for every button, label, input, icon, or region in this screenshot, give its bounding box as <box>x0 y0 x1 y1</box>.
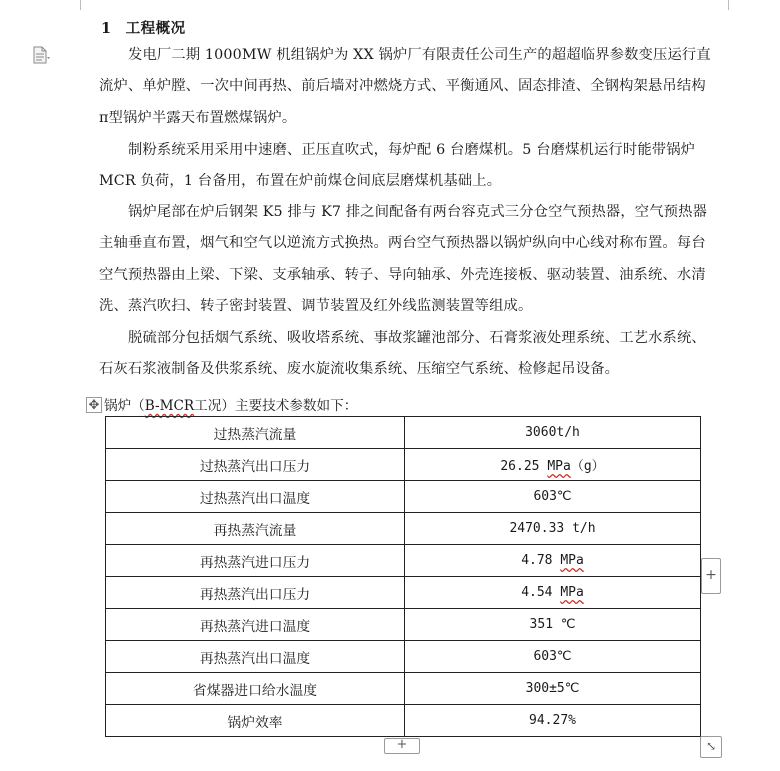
boiler-parameters-table[interactable] <box>105 416 701 737</box>
parameter-value-cell[interactable]: 2470.33 t/h <box>405 513 701 545</box>
heading-title: 工程概况 <box>125 20 186 37</box>
parameter-value-cell[interactable]: 94.27% <box>405 705 701 737</box>
parameter-value-cell[interactable]: 4.78 MPa <box>405 545 701 577</box>
parameter-name-cell[interactable]: 过热蒸汽出口温度 <box>106 481 405 513</box>
parameter-value-cell[interactable]: 4.54 MPa <box>405 577 701 609</box>
unit-spellcheck-mark: MPa <box>560 553 584 568</box>
page-corner-mark-left <box>80 0 81 10</box>
paragraph-text: 脱硫部分包括烟气系统、吸收塔系统、事故浆罐池部分、石膏浆液处理系统、工艺水系统、石灰石浆液制备及供浆系统、废水旋流收集系统、压缩空气系统、检修起吊设备。 <box>99 330 706 378</box>
parameter-name-cell[interactable]: 省煤器进口给水温度 <box>106 673 405 705</box>
table-row <box>106 577 701 609</box>
parameter-value-cell[interactable]: 603℃ <box>405 481 701 513</box>
table-row <box>106 705 701 737</box>
unit-spellcheck-mark: MPa <box>547 459 571 474</box>
move-handle-icon[interactable]: ✥ <box>86 397 102 413</box>
paragraph-desulfurization <box>99 323 711 386</box>
parameter-name-cell[interactable]: 过热蒸汽流量 <box>106 417 405 449</box>
paragraph-text: 锅炉尾部在炉后钢架 K5 排与 K7 排之间配备有两台容克式三分仓空气预热器，空气预热器主轴垂直布置，烟气和空气以逆流方式换热。两台空气预热器以锅炉纵向中心线对称布置。每台空气预热器由上梁、下梁、支承轴承、转子、导向轴承、外壳连接板、驱动装置、油系统、水清洗、蒸汽吹扫、转子密封装置、调节装置及红外线监测装置等组成。 <box>99 204 708 314</box>
table-row <box>106 449 701 481</box>
heading-number: 1 <box>101 20 112 37</box>
table-row <box>106 609 701 641</box>
add-row-icon[interactable]: + <box>384 738 420 754</box>
caption-prefix: 锅炉（ <box>104 398 145 414</box>
parameter-name-cell[interactable]: 再热蒸汽进口温度 <box>106 609 405 641</box>
table-row <box>106 641 701 673</box>
add-column-icon[interactable]: + <box>701 558 721 594</box>
paragraph-air-preheater <box>99 197 711 322</box>
parameter-value-cell[interactable]: 26.25 MPa（g） <box>405 449 701 481</box>
caption-suffix: 工况）主要技术参数如下： <box>194 398 358 414</box>
table-row <box>106 417 701 449</box>
paragraph-text: 制粉系统采用采用中速磨、正压直吹式，每炉配 6 台磨煤机。5 台磨煤机运行时能带锅炉 MCR 负荷，1 台备用，布置在炉前煤仓间底层磨煤机基础上。 <box>99 142 696 190</box>
parameter-name-cell[interactable]: 再热蒸汽进口压力 <box>106 545 405 577</box>
parameter-value-cell[interactable]: 300±5℃ <box>405 673 701 705</box>
parameter-value-cell[interactable]: 603℃ <box>405 641 701 673</box>
table-caption <box>104 394 357 414</box>
parameter-name-cell[interactable]: 再热蒸汽出口温度 <box>106 641 405 673</box>
unit-spellcheck-mark: MPa <box>560 585 584 600</box>
parameter-value-cell[interactable]: 3060t/h <box>405 417 701 449</box>
caption-term: B-MCR <box>144 398 195 414</box>
resize-handle-icon[interactable]: ⤡ <box>700 736 722 758</box>
page-corner-mark-right <box>728 0 729 10</box>
section-heading <box>101 17 186 38</box>
paragraph-boiler-overview <box>99 40 711 134</box>
parameter-name-cell[interactable]: 再热蒸汽出口压力 <box>106 577 405 609</box>
table-row <box>106 673 701 705</box>
document-icon[interactable] <box>32 46 50 66</box>
parameter-value-cell[interactable]: 351 ℃ <box>405 609 701 641</box>
table-row <box>106 513 701 545</box>
parameter-name-cell[interactable]: 锅炉效率 <box>106 705 405 737</box>
parameter-name-cell[interactable]: 再热蒸汽流量 <box>106 513 405 545</box>
table-row <box>106 481 701 513</box>
paragraph-text: 发电厂二期 1000MW 机组锅炉为 XX 锅炉厂有限责任公司生产的超超临界参数变压运行直流炉、单炉膛、一次中间再热、前后墙对冲燃烧方式、平衡通风、固态排渣、全钢构架悬吊结构π型锅炉半露天布置燃煤锅炉。 <box>99 47 711 126</box>
table-row <box>106 545 701 577</box>
paragraph-milling-system <box>99 135 711 198</box>
parameter-name-cell[interactable]: 过热蒸汽出口压力 <box>106 449 405 481</box>
